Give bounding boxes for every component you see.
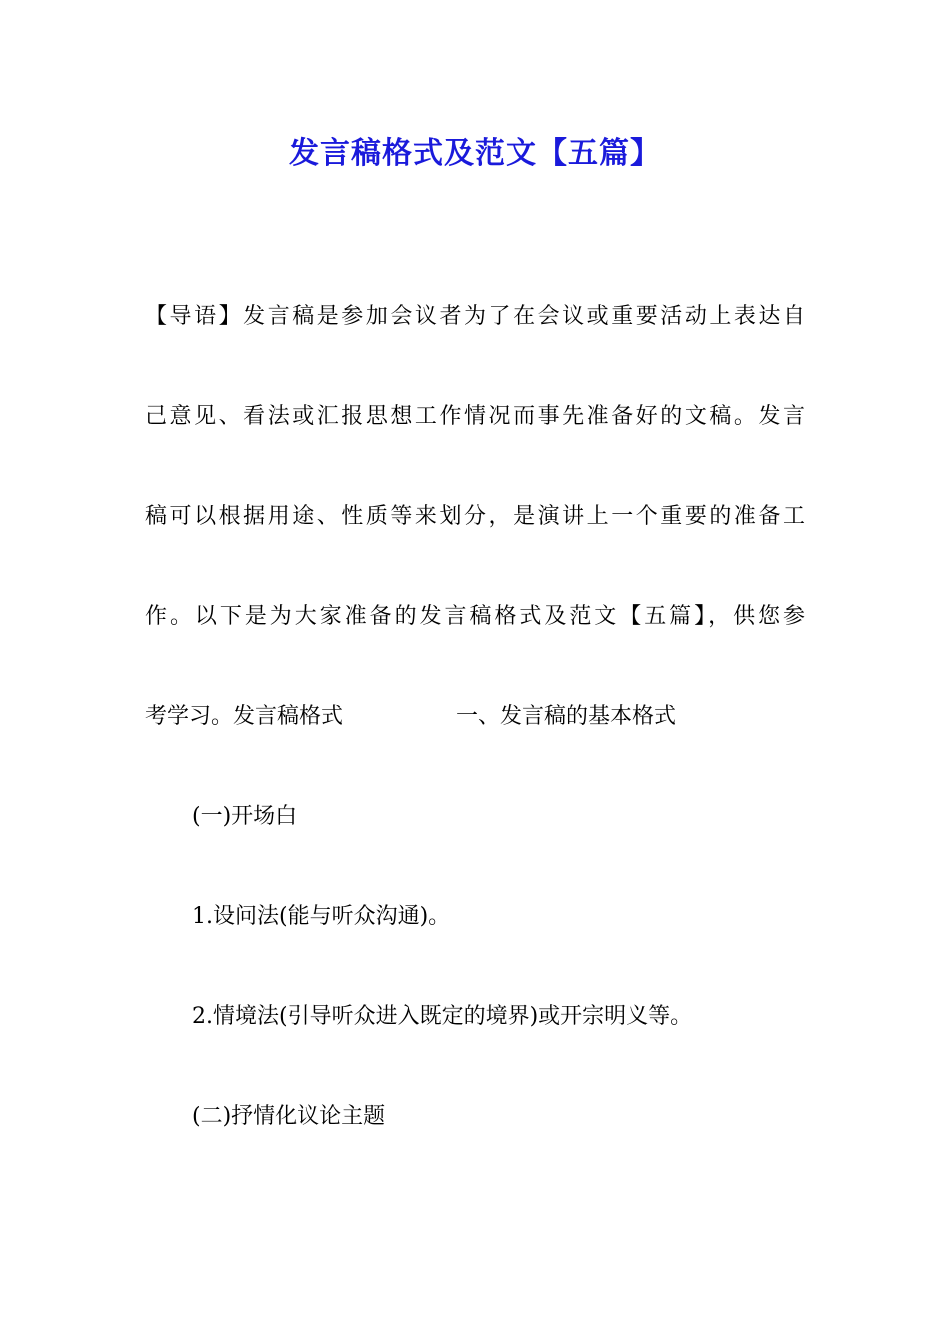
item-opening: (一)开场白	[192, 804, 298, 829]
item-theme: (二)抒情化议论主题	[192, 1104, 386, 1129]
section-heading: 一、发言稿的基本格式	[456, 704, 677, 729]
item-method-1: 1.设问法(能与听众沟通)。	[192, 904, 451, 929]
item-method-2: 2.情境法(引导听众进入既定的境界)或开宗明义等。	[192, 1004, 693, 1029]
intro-line-3: 稿可以根据用途、性质等来划分，是演讲上一个重要的准备工	[145, 504, 805, 529]
document-title: 发言稿格式及范文【五篇】	[289, 136, 661, 171]
intro-line-1: 【导语】发言稿是参加会议者为了在会议或重要活动上表达自	[145, 304, 805, 329]
intro-line-4: 作。以下是为大家准备的发言稿格式及范文【五篇】，供您参	[145, 604, 805, 629]
intro-line-2: 己意见、看法或汇报思想工作情况而事先准备好的文稿。发言	[145, 404, 805, 429]
intro-line-5: 考学习。发言稿格式	[145, 704, 344, 729]
